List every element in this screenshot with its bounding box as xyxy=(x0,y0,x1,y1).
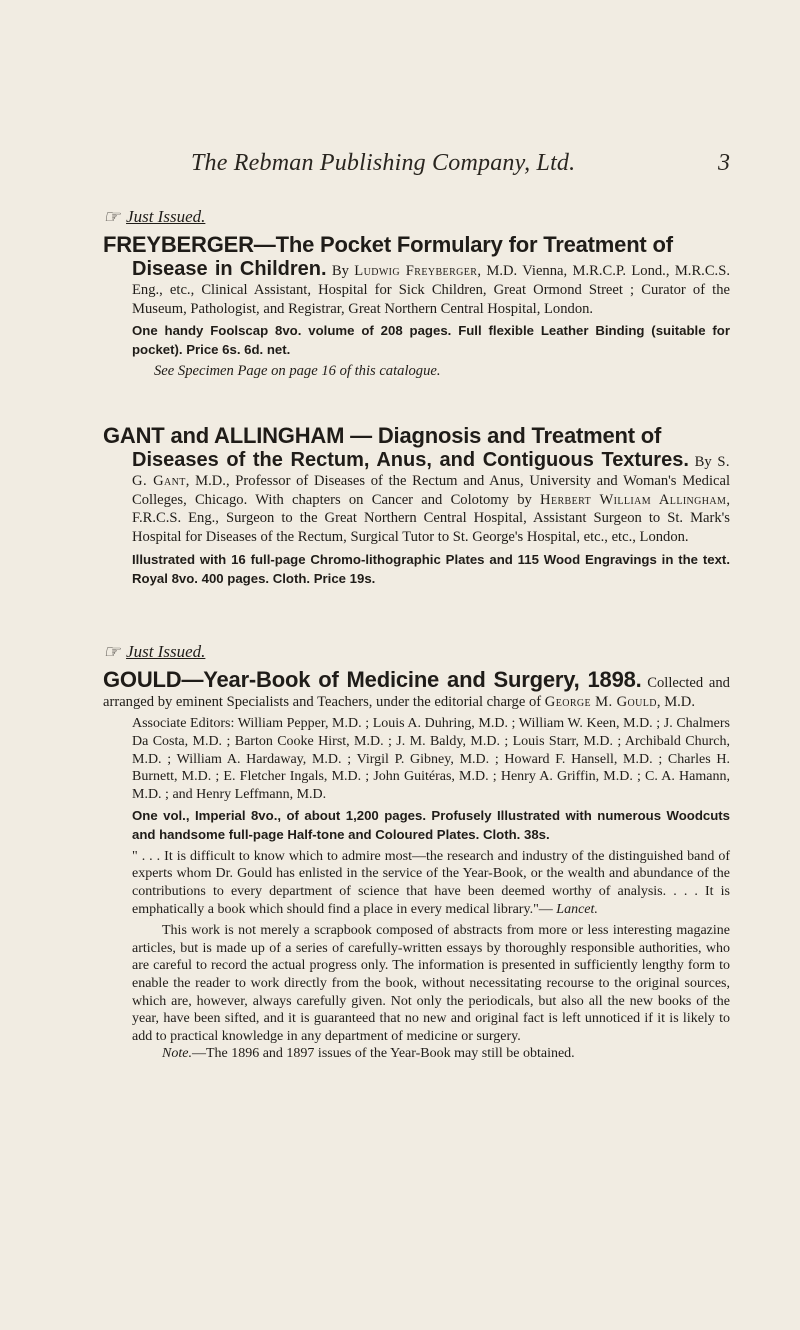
editor-name: George M. Gould xyxy=(544,693,657,710)
entry-heading: FREYBERGER—The Pocket Formulary for Treatment of xyxy=(103,232,673,257)
review-quote: " . . . It is difficult to know which to admire most—the research and industry of the distinguished band of experts whom Dr. Gould has enlisted in the service of the Year-Book, or the wealth and abundance of the contributions to every department of science that have been deemed worthy of analysis. . . . It is emphatically a book which should find a place in every medical library."— Lancet. xyxy=(132,848,730,917)
entry-subheading: Disease in Children. xyxy=(132,258,327,280)
entry-description: This work is not merely a scrapbook composed of abstracts from more or less interesting magazine articles, but is made up of a series of carefully-written essays by thoroughly responsible authorities, who are careful to record the actual progress only. The information is presented in sufficiently lengthy form to enable the reader to work directly from the book, without necessitating recourse to the original sources, which are, however, always carefully given. Not only the periodicals, but also all the new books of the year, have been sifted, and it is guaranteed that no new and original fact is left unnoticed if it is likely to add to practical knowledge in any department of medicine or surgery. xyxy=(132,923,730,1044)
entry-subheading: Diseases of the Rectum, Anus, and Contiguous Textures. xyxy=(132,449,689,471)
entry-freyberger xyxy=(103,207,730,381)
running-head-title: The Rebman Publishing Company, Ltd. xyxy=(191,150,576,176)
entry-heading: GANT and ALLINGHAM — Diagnosis and Treatment of xyxy=(103,423,662,448)
just-issued-label: ☞ Just Issued. xyxy=(103,641,206,663)
entry-note: See Specimen Page on page 16 of this catalogue. xyxy=(154,362,441,379)
entry-heading-block: GOULD—Year-Book of Medicine and Surgery, 1898. Collected and arranged by eminent Specialists and Teachers, under the editorial charge of George M. Gould, M.D. xyxy=(103,667,730,710)
entry-note: Note.—The 1896 and 1897 issues of the Year-Book may still be obtained. xyxy=(162,1046,575,1062)
author-details: M.D., Professor of Diseases of the Rectum and Anus, University and Woman's Medical Colleges, Chicago. With chapters on Cancer and Colotomy by xyxy=(132,473,731,508)
entry-spec: One vol., Imperial 8vo., of about 1,200 pages. Profusely Illustrated with numerous Woodcuts and handsome full-page Half-tone and Coloured Plates. Cloth. 38s. xyxy=(132,808,730,843)
heading-tail: Collected and arranged by eminent Specialists and Teachers, under the editorial charge of xyxy=(103,675,730,710)
coauthor-details: F.R.C.S. Eng., Surgeon to the Great Northern Central Hospital, Assistant Surgeon to St. Mark's Hospital for Diseases of the Rectum, Surgical Tutor to St. George's Hospital, etc., etc., London. xyxy=(132,510,730,546)
coauthor-name: Herbert William Allingham xyxy=(540,491,727,508)
entry-gould xyxy=(103,642,730,1063)
author-name: Ludwig Freyberger xyxy=(354,263,478,279)
author-name: S. G. Gant xyxy=(132,454,730,489)
pointing-hand-icon: ☞ xyxy=(103,641,121,663)
entry-spec: One handy Foolscap 8vo. volume of 208 pages. Full flexible Leather Binding (suitable for pocket). Price 6s. 6d. net. xyxy=(132,323,730,358)
entry-heading: GOULD—Year-Book of Medicine and Surgery, 1898. xyxy=(103,667,642,692)
just-issued-label: ☞ Just Issued. xyxy=(103,206,206,228)
entry-body: Disease in Children. By Ludwig Freyberger, M.D. Vienna, M.R.C.P. Lond., M.R.C.S. Eng., etc., Clinical Assistant, Hospital for Sick Children, Great Ormond Street ; Curator of the Museum, Pathologist, and Registrar, Great Northern Central Hospital, London. One handy Foolscap 8vo. volume of 208 pages. Full flexible Leather Binding (suitable for pocket). Price 6s. 6d. net. See Specimen Page on page 16 of this catalogue. xyxy=(132,258,730,379)
author-details: M.D. Vienna, M.R.C.P. Lond., M.R.C.S. Eng., etc., Clinical Assistant, Hospital for Sick Children, Great Ormond Street ; Curator of the Museum, Pathologist, and Registrar, Great Northern Central Hospital, London. xyxy=(132,263,730,317)
entry-body: Diseases of the Rectum, Anus, and Contiguous Textures. By S. G. Gant, M.D., Professor of Diseases of the Rectum and Anus, University and Woman's Medical Colleges, Chicago. With chapters on Cancer and Colotomy by Herbert William Allingham, F.R.C.S. Eng., Surgeon to the Great Northern Central Hospital, Assistant Surgeon to St. Mark's Hospital for Diseases of the Rectum, Surgical Tutor to St. George's Hospital, etc., etc., London. Illustrated with 16 full-page Chromo-lithographic Plates and 115 Wood Engravings in the text. Royal 8vo. 400 pages. Cloth. Price 19s. xyxy=(103,448,730,588)
pointing-hand-icon: ☞ xyxy=(103,206,121,228)
page-number: 3 xyxy=(718,150,730,176)
quote-source: Lancet. xyxy=(556,901,598,917)
associate-editors: Associate Editors: William Pepper, M.D. ; Louis A. Duhring, M.D. ; William W. Keen, M.D. ; J. Chalmers Da Costa, M.D. ; Barton Cooke Hirst, M.D. ; J. M. Baldy, M.D. ; Louis Starr, M.D. ; Archibald Church, M.D. ; William A. Hardaway, M.D. ; Virgil P. Gibney, M.D. ; Howard F. Hansell, M.D. ; Charles H. Burnett, M.D. ; E. Fletcher Ingals, M.D. ; John Guitéras, M.D. ; Henry A. Griffin, M.D. ; C. A. Hamann, M.D. ; and Henry Leffmann, M.D. xyxy=(132,716,730,802)
entry-gant-allingham xyxy=(103,424,730,588)
entry-spec: Illustrated with 16 full-page Chromo-lithographic Plates and 115 Wood Engravings in the text. Royal 8vo. 400 pages. Cloth. Price 19s. xyxy=(132,551,730,586)
entry-body xyxy=(103,715,730,1063)
